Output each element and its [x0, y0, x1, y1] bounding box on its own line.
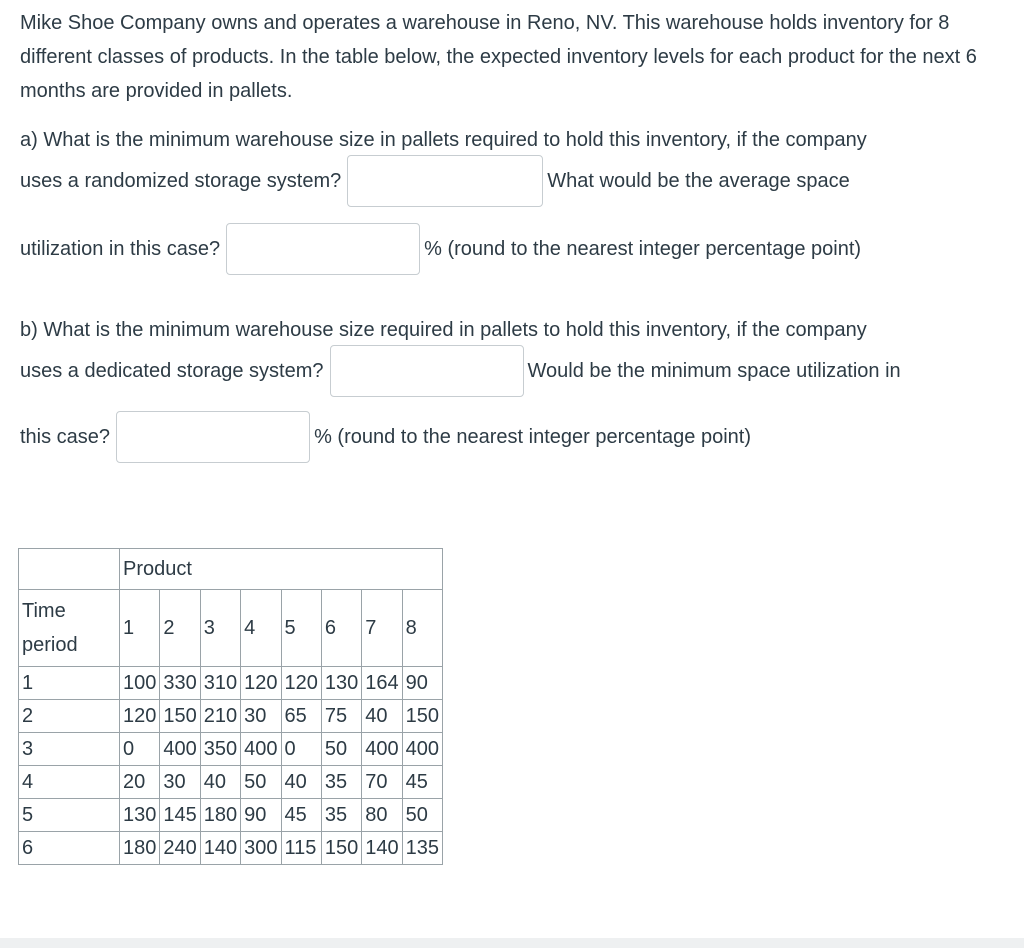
part-b-line3-text: this case? — [20, 425, 111, 448]
inventory-cell: 40 — [362, 700, 402, 733]
inventory-cell: 90 — [241, 799, 281, 832]
product-number-row — [19, 590, 443, 667]
product-number: 2 — [160, 590, 200, 667]
inventory-cell: 120 — [241, 667, 281, 700]
table-header-row — [19, 549, 443, 590]
part-b-line2-post-text: Would be the minimum space utilization in — [527, 359, 901, 382]
inventory-cell: 115 — [281, 832, 321, 865]
product-number: 1 — [120, 590, 160, 667]
part-a-line2 — [20, 153, 1010, 209]
inventory-cell: 45 — [402, 766, 442, 799]
part-b-line2 — [20, 343, 1010, 399]
product-number: 3 — [200, 590, 240, 667]
inventory-cell: 35 — [321, 766, 361, 799]
period-cell: 5 — [19, 799, 120, 832]
inventory-cell: 20 — [120, 766, 160, 799]
table-row — [19, 700, 443, 733]
inventory-cell: 400 — [402, 733, 442, 766]
inventory-cell: 75 — [321, 700, 361, 733]
inventory-cell: 150 — [160, 700, 200, 733]
inventory-cell: 180 — [200, 799, 240, 832]
inventory-cell: 310 — [200, 667, 240, 700]
randomized-size-input[interactable] — [347, 155, 543, 207]
inventory-cell: 140 — [362, 832, 402, 865]
part-a-line3-text: utilization in this case? — [20, 237, 221, 260]
inventory-cell: 120 — [281, 667, 321, 700]
part-a-line2-text: uses a randomized storage system? — [20, 169, 342, 192]
period-cell: 4 — [19, 766, 120, 799]
table-corner-cell — [19, 549, 120, 590]
table-row — [19, 667, 443, 700]
part-b-line3 — [20, 409, 1010, 465]
question-content — [20, 6, 1010, 465]
question-intro: Mike Shoe Company owns and operates a warehouse in Reno, NV. This warehouse holds inventory for 8 different classes of products. In the table below, the expected inventory levels for each product for the next 6 months are provided in pallets. — [20, 12, 977, 102]
inventory-cell: 45 — [281, 799, 321, 832]
part-a-line1: a) What is the minimum warehouse size in pallets required to hold this inventory, if the company — [20, 129, 867, 151]
inventory-cell: 135 — [402, 832, 442, 865]
product-number: 6 — [321, 590, 361, 667]
inventory-cell: 0 — [281, 733, 321, 766]
part-a-line3 — [20, 221, 1010, 277]
inventory-cell: 130 — [120, 799, 160, 832]
inventory-cell: 150 — [321, 832, 361, 865]
inventory-cell: 0 — [120, 733, 160, 766]
table-row — [19, 766, 443, 799]
table-row — [19, 733, 443, 766]
inventory-cell: 120 — [120, 700, 160, 733]
inventory-cell: 65 — [281, 700, 321, 733]
time-period-header: Time period — [19, 590, 120, 667]
inventory-cell: 40 — [200, 766, 240, 799]
part-a-line2-post-text: What would be the average space — [547, 169, 850, 192]
inventory-cell: 35 — [321, 799, 361, 832]
product-number: 4 — [241, 590, 281, 667]
page-bottom-edge — [0, 938, 1024, 948]
part-b-line1: b) What is the minimum warehouse size required in pallets to hold this inventory, if the company — [20, 319, 867, 341]
inventory-cell: 30 — [160, 766, 200, 799]
inventory-cell: 164 — [362, 667, 402, 700]
part-b-line2-text: uses a dedicated storage system? — [20, 359, 324, 382]
inventory-cell: 400 — [241, 733, 281, 766]
inventory-cell: 150 — [402, 700, 442, 733]
inventory-cell: 90 — [402, 667, 442, 700]
dedicated-size-input[interactable] — [330, 345, 524, 397]
product-header: Product — [120, 549, 443, 590]
inventory-cell: 100 — [120, 667, 160, 700]
randomized-utilization-input[interactable] — [226, 223, 420, 275]
product-number: 7 — [362, 590, 402, 667]
table-row — [19, 799, 443, 832]
inventory-cell: 145 — [160, 799, 200, 832]
inventory-cell: 50 — [402, 799, 442, 832]
part-b — [20, 313, 1010, 465]
inventory-cell: 330 — [160, 667, 200, 700]
inventory-cell: 400 — [160, 733, 200, 766]
period-cell: 1 — [19, 667, 120, 700]
inventory-cell: 70 — [362, 766, 402, 799]
inventory-cell: 300 — [241, 832, 281, 865]
period-cell: 6 — [19, 832, 120, 865]
product-number: 5 — [281, 590, 321, 667]
inventory-cell: 80 — [362, 799, 402, 832]
product-number: 8 — [402, 590, 442, 667]
inventory-cell: 180 — [120, 832, 160, 865]
inventory-cell: 50 — [241, 766, 281, 799]
inventory-cell: 210 — [200, 700, 240, 733]
inventory-table — [18, 548, 443, 865]
part-a — [20, 123, 1010, 277]
inventory-cell: 30 — [241, 700, 281, 733]
inventory-cell: 240 — [160, 832, 200, 865]
table-row — [19, 832, 443, 865]
inventory-cell: 400 — [362, 733, 402, 766]
part-b-line3-post-text: % (round to the nearest integer percentage point) — [314, 425, 752, 448]
inventory-cell: 140 — [200, 832, 240, 865]
period-cell: 3 — [19, 733, 120, 766]
inventory-cell: 40 — [281, 766, 321, 799]
dedicated-utilization-input[interactable] — [116, 411, 310, 463]
inventory-cell: 350 — [200, 733, 240, 766]
period-cell: 2 — [19, 700, 120, 733]
part-a-line3-post-text: % (round to the nearest integer percentage point) — [424, 237, 862, 260]
inventory-cell: 130 — [321, 667, 361, 700]
inventory-cell: 50 — [321, 733, 361, 766]
